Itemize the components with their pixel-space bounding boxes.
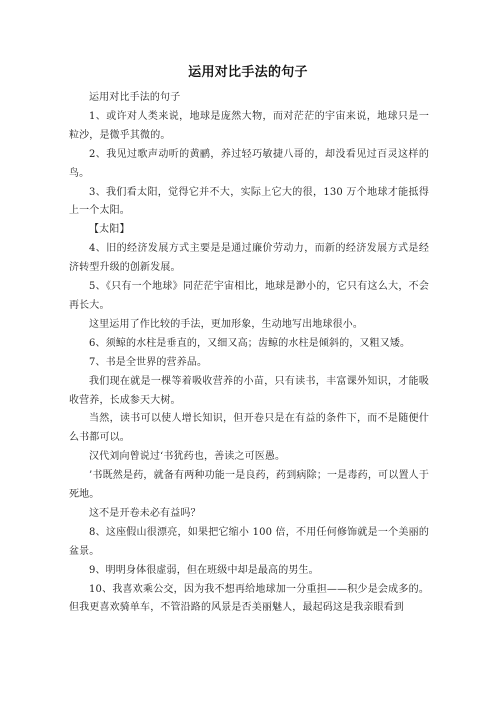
- paragraph-2: 2、我见过歌声动听的黄鹂，养过轻巧敏捷八哥的，却没看见过百灵这样的鸟。: [69, 148, 429, 179]
- paragraph-7-c: 汉代刘向曾说过‘书犹药也，善读之可医愚。: [89, 451, 286, 463]
- document-body: [69, 89, 429, 618]
- paragraph-9: 9、明明身体很虚弱，但在班级中却是最高的男生。: [89, 564, 319, 576]
- document-title: 运用对比手法的句子: [188, 65, 308, 80]
- paragraph-10: 10、我喜欢乘公交，因为我不想再给地球加一分重担——积少是会成多的。但我更喜欢骑单车，不管沿路的风景是否美丽魅人，最起码这是我亲眼看到: [69, 583, 429, 614]
- paragraph-sun-heading: 【太阳】: [89, 224, 130, 236]
- paragraph-5: 5、《只有一个地球》同茫茫宇宙相比，地球是渺小的，它只有这么大，不会再长大。: [69, 281, 429, 311]
- paragraph-7: 7、书是全世界的营养品。: [89, 356, 208, 368]
- paragraph-7-e: 这不是开卷未必有益吗？: [89, 507, 201, 519]
- paragraph-7-d: ’书既然是药，就备有两种功能一是良药，药到病除；一是毒药，可以置人于死地。: [69, 470, 429, 501]
- paragraph-1: 1、或许对人类来说，地球是庞然大物，而对茫茫的宇宙来说，地球只是一粒沙，是微乎其微的。: [69, 110, 429, 141]
- paragraph-8: 8、这座假山很漂亮，如果把它缩小 100 倍，不用任何修饰就是一个美丽的盆景。: [69, 526, 429, 557]
- paragraph-7-b: 当然，读书可以使人增长知识，但开卷只是在有益的条件下，而不是随便什么书都可以。: [69, 413, 429, 444]
- paragraph-4: 4、旧的经济发展方式主要是是通过廉价劳动力，而新的经济发展方式是经济转型升级的创新发展。: [69, 243, 429, 274]
- paragraph-subtitle: 运用对比手法的句子: [89, 92, 181, 103]
- paragraph-6: 6、须鲸的水柱是垂直的，又细又高；齿鲸的水柱是倾斜的，又粗又矮。: [89, 337, 411, 349]
- paragraph-5-note: 这里运用了作比较的手法，更加形象，生动地写出地球很小。: [89, 318, 364, 330]
- paragraph-7-a: 我们现在就是一棵等着吸收营养的小苗，只有读书，丰富课外知识，才能吸收营养，长成参天大树。: [69, 375, 429, 406]
- paragraph-3: 3、我们看太阳，觉得它并不大，实际上它大的很，130 万个地球才能抵得上一个太阳。: [69, 186, 429, 217]
